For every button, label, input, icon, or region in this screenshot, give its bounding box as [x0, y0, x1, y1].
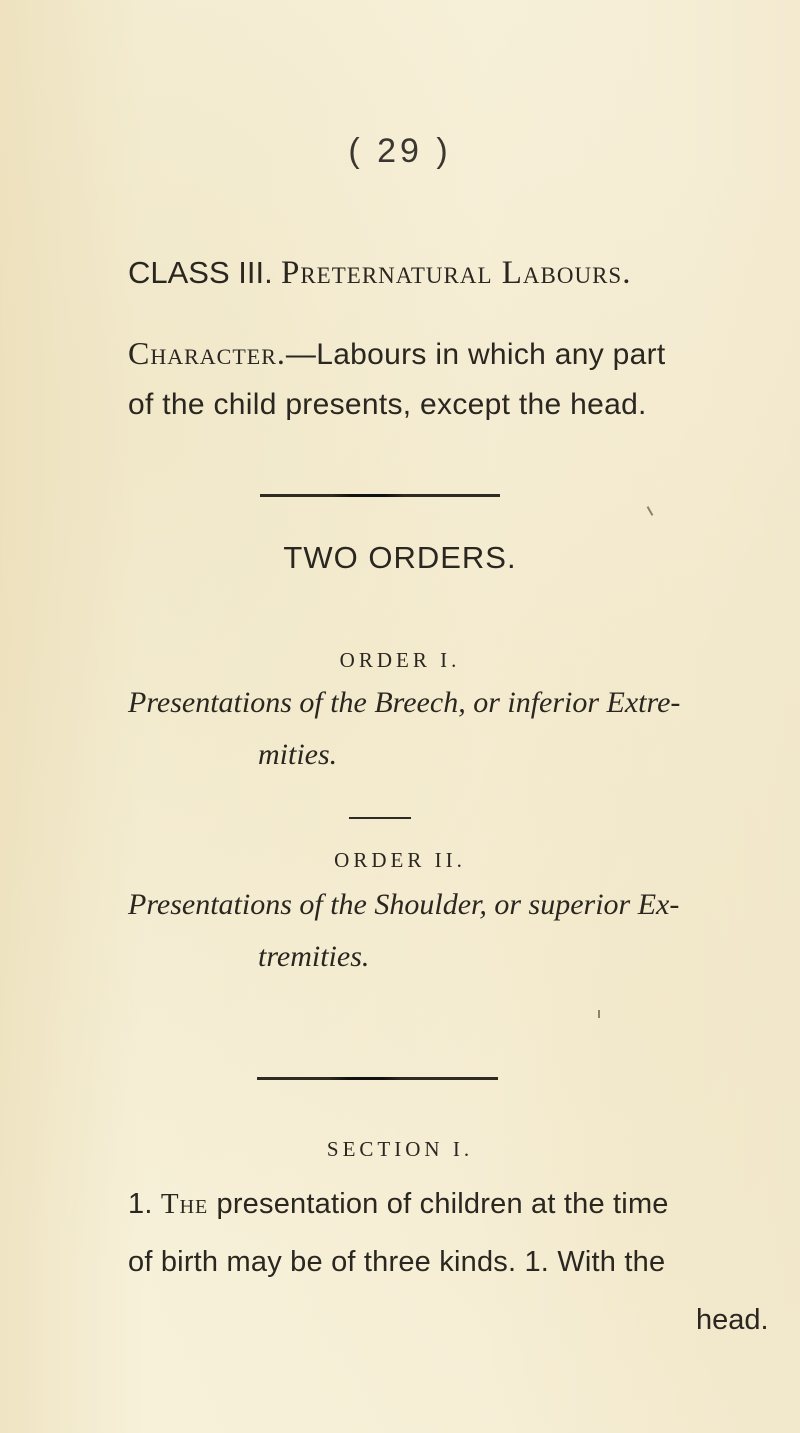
divider-rule-2 — [349, 817, 411, 819]
paragraph-line-1 — [128, 1188, 788, 1221]
paragraph-line-2: of birth may be of three kinds. 1. With the — [128, 1246, 666, 1278]
ink-speck — [647, 506, 654, 516]
class-number: CLASS III. — [128, 255, 273, 290]
section-heading: SECTION I. — [326, 1137, 474, 1161]
character-label: Character. — [128, 335, 286, 371]
character-text-1: —Labours in which any part — [285, 338, 666, 371]
divider-rule-1 — [260, 494, 500, 497]
order-2-heading: ORDER II. — [334, 848, 466, 872]
order-1-text-line-2: mities. — [258, 738, 338, 771]
character-line-1 — [128, 335, 768, 372]
paragraph-number: 1. — [128, 1188, 153, 1220]
class-title: Preternatural Labours. — [280, 255, 632, 291]
paragraph-line-3: head. — [696, 1304, 769, 1336]
class-heading — [128, 255, 768, 292]
order-1-heading: ORDER I. — [339, 648, 461, 672]
paragraph-line-1-text: presentation of children at the time — [216, 1188, 669, 1220]
order-2-text-line-2: tremities. — [258, 940, 370, 973]
character-line-2: of the child presents, except the head. — [128, 388, 647, 421]
paragraph-lead: The — [160, 1188, 209, 1220]
order-2-text-line-1: Presentations of the Shoulder, or superior Ex- — [128, 888, 680, 921]
page-number: ( 29 ) — [348, 132, 452, 170]
order-1-text-line-1: Presentations of the Breech, or inferior Extre- — [128, 686, 681, 719]
divider-rule-3 — [257, 1077, 498, 1080]
two-orders-heading: TWO ORDERS. — [283, 540, 517, 575]
ink-speck — [598, 1010, 600, 1018]
